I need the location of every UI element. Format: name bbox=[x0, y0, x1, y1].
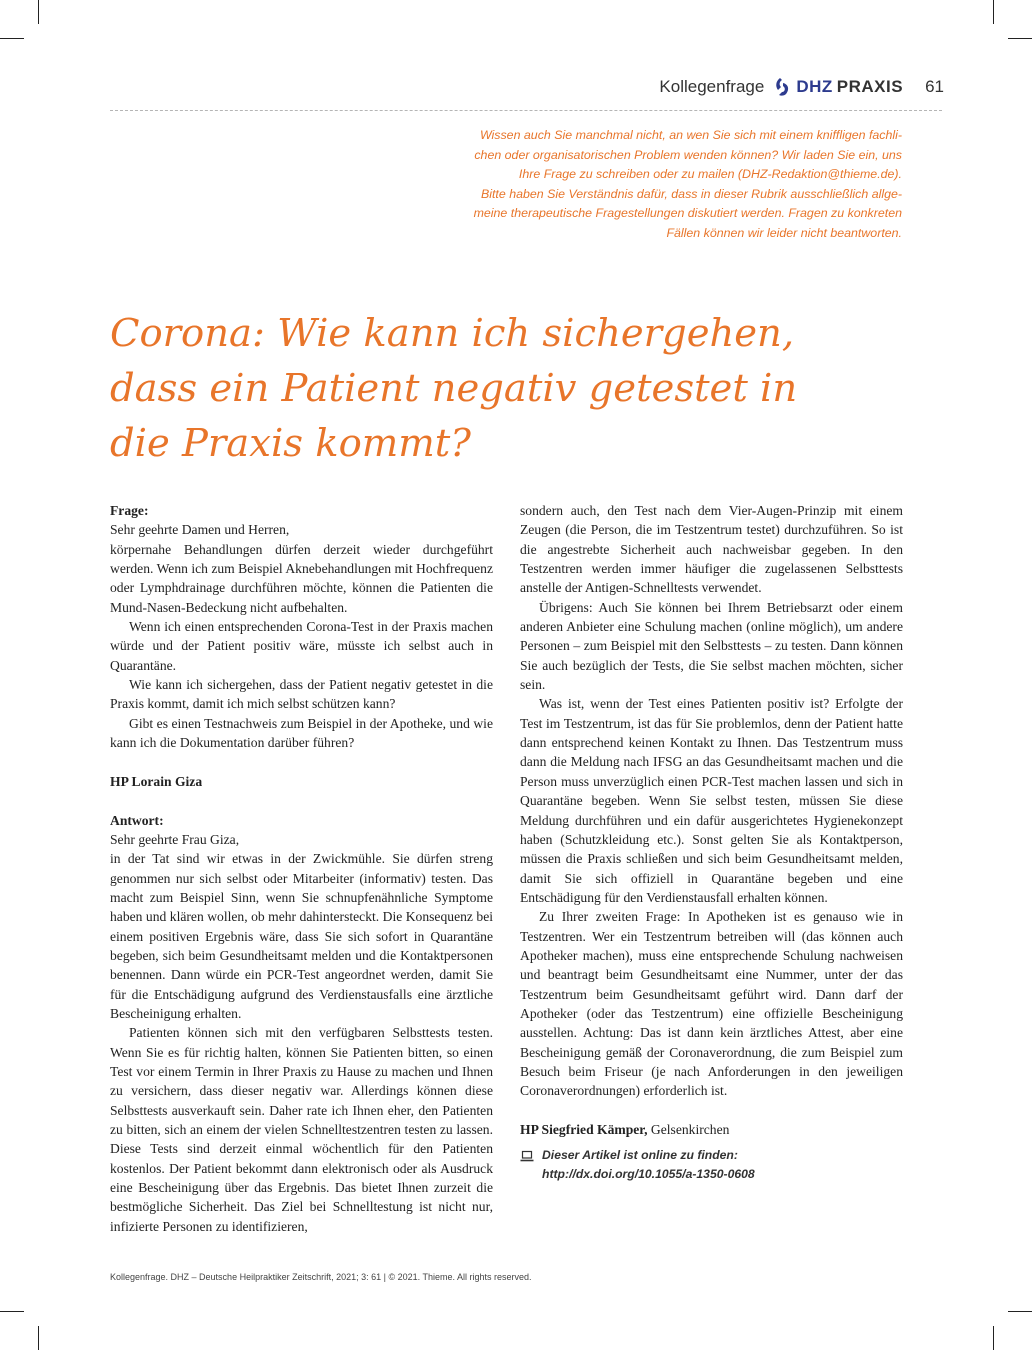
header-rule bbox=[110, 110, 942, 111]
spacer bbox=[110, 752, 493, 771]
answer-paragraph: in der Tat sind wir etwas in der Zwickmühle. Sie dürfen streng genommen nur sich selbst oder Mitarbeiter (informativ) testen. Das macht zum Beispiel Sinn, wenn Sie schnupfenähnliche Symptome haben und klären wollen, ob mehr dahintersteckt. Die Konsequenz bei einem positiven Ergebnis wäre, dass Sie sich sofort in Quarantäne begeben, sich beim Gesundheitsamt melden und die Kontaktpersonen benennen. Dann würde ein PCR-Test angeordnet werden, damit Sie für die Entschädigung aufgrund des Verdienstausfalls eine ärztliche Bescheinigung erhalten. bbox=[110, 851, 493, 1021]
answer-paragraph: Was ist, wenn der Test eines Patienten positiv ist? Erfolgte der Test im Testzentrum, ist das für Sie problemlos, denn der Patient hatte dann entsprechend keinen Kontakt zu Ihnen. Das Testzentrum muss dann die Meldung nach IFSG an das Gesundheitsamt machen und die Person muss unverzüglich einen PCR-Test machen lassen und sich in Quarantäne begeben. Wenn Sie selbst testen, müssen Sie diese Meldung durchführen und ein dafür ausgerichtetes Hygienekonzept haben (Schutzkleidung etc.). Sonst gelten Sie als Kontaktperson, müssen die Praxis schließen und sich beim Gesundheitsamt melden, damit Sie sich offiziell in Quarantäne begeben und eine Entschädigung für den Verdienstausfall erhalten können. bbox=[520, 696, 903, 905]
brand-praxis-text: PRAXIS bbox=[836, 77, 904, 96]
answer-label: Antwort: bbox=[110, 812, 164, 828]
brand-dhz-text: DHZ bbox=[796, 77, 833, 96]
headline-line: dass ein Patient negativ getestet in bbox=[110, 366, 798, 411]
answer-paragraph: sondern auch, den Test nach dem Vier-Augen-Prinzip mit einem Zeugen (die Person, die im Testzentrum testet) durchzuführen. So ist die angestrebte Sicherheit auch nachweisbar gegeben. In den Testzentren werden immer häufiger die zugelassenen Selbsttests anstelle der Antigen-Schnelltests verwendet. bbox=[520, 503, 903, 596]
answer-author bbox=[520, 1120, 903, 1139]
intro-line: Fällen können wir leider nicht beantworten. bbox=[666, 225, 902, 240]
dhz-logo-icon bbox=[774, 77, 792, 97]
answer-paragraph: Patienten können sich mit den verfügbaren Selbsttests testen. Wenn Sie es für richtig halten, können Sie Patienten bitten, so einen Test vor einem Termin in Ihrer Praxis zu Hause zu machen und Ihnen zu versichern, dass dieser negativ war. Allerdings können diese Selbsttests ausverkauft sein. Daher rate ich Ihnen eher, den Patienten zu bitten, sich an einem der vielen Schnelltestzentren testen zu lassen. Diese Tests sind derzeit einmal wöchentlich für den Patienten kostenlos. Der Patient bekommt dann elektronisch oder als Ausdruck eine Bescheinigung über das Ergebnis. Das bietet Ihnen zurzeit die bestmögliche Sicherheit. Das Ziel bei Schnelltestung ist nicht nur, infizierte Personen zu identifizieren, bbox=[110, 1025, 493, 1234]
laptop-icon bbox=[520, 1150, 534, 1162]
crop-mark bbox=[38, 1326, 39, 1350]
headline-line: die Praxis kommt? bbox=[110, 421, 471, 466]
answer-author-city: Gelsenkirchen bbox=[647, 1122, 730, 1137]
crop-mark bbox=[38, 0, 39, 24]
online-doi-link[interactable]: http://dx.doi.org/10.1055/a-1350-0608 bbox=[542, 1167, 755, 1182]
crop-mark bbox=[993, 1326, 994, 1350]
crop-mark bbox=[0, 1311, 24, 1312]
page-number: 61 bbox=[925, 77, 944, 96]
answer-salutation: Sehr geehrte Frau Giza, bbox=[110, 831, 240, 847]
spacer bbox=[110, 791, 493, 810]
section-name: Kollegenfrage bbox=[659, 77, 765, 96]
intro-line: chen oder organisatorischen Problem wenden können? Wir laden Sie ein, uns bbox=[474, 147, 902, 162]
crop-mark bbox=[993, 0, 994, 24]
intro-line: Bitte haben Sie Verständnis dafür, dass in dieser Rubrik ausschließlich allge- bbox=[480, 186, 902, 201]
answer-paragraph: Übrigens: Auch Sie können bei Ihrem Betriebsarzt oder einem anderen Anbieter eine Schulung machen (online möglich), um andere Personen – zum Beispiel mit den Selbsttests – zu testen. Dann können Sie auch bezüglich der Tests, die Sie selbst machen möchten, sicher sein. bbox=[520, 599, 903, 693]
page-footer: Kollegenfrage. DHZ – Deutsche Heilpraktiker Zeitschrift, 2021; 3: 61 | © 2021. Thieme. All rights reserved. bbox=[110, 1272, 532, 1282]
intro-line: Ihre Frage zu schreiben oder zu mailen (DHZ-Redaktion@thieme.de). bbox=[518, 167, 902, 182]
intro-line: meine therapeutische Fragestellungen diskutiert werden. Fragen zu konkreten bbox=[473, 206, 902, 221]
crop-mark bbox=[1008, 38, 1032, 39]
question-paragraph: körpernahe Behandlungen dürfen derzeit wieder durchgeführt werden. Wenn ich zum Beispiel Aknebehandlungen mit Hochfrequenz oder Lymphdrainage durchführen möchte, können die Patienten die Mund-Nasen-Bedeckung nicht aufbehalten. bbox=[110, 541, 493, 615]
crop-mark bbox=[1008, 1311, 1032, 1312]
article-headline bbox=[110, 306, 930, 471]
question-label: Frage: bbox=[110, 503, 149, 518]
left-column bbox=[110, 501, 493, 1236]
question-paragraph: Gibt es einen Testnachweis zum Beispiel in der Apotheke, und wie kann ich die Dokumentation darüber führen? bbox=[110, 715, 493, 751]
online-text bbox=[542, 1146, 755, 1184]
question-author: HP Lorain Giza bbox=[110, 773, 203, 789]
crop-mark bbox=[0, 38, 24, 39]
dhz-praxis-logo bbox=[774, 77, 903, 97]
online-note bbox=[520, 1146, 903, 1184]
online-label: Dieser Artikel ist online zu finden: bbox=[542, 1148, 738, 1163]
answer-author-name: HP Siegfried Kämper, bbox=[520, 1122, 648, 1137]
intro-blurb bbox=[462, 126, 902, 244]
answer-paragraph: Zu Ihrer zweiten Frage: In Apotheken ist es genauso wie in Testzentren. Wer ein Testzentrum betreiben will (das können auch Apotheker machen), muss eine entsprechende Schulung nachweisen und beantragt beim Gesundheitsamt eine Nummer, unter der das Testzentrum beim Gesundheitsamt geführt wird. Dann darf der Apotheker (oder das Testzentrum) eine offizielle Bescheinigung ausstellen. Achtung: Das ist dann kein ärztliches Attest, aber eine Bescheinigung gemäß der Coronaverordnung, die zum Beispiel zum Besuch beim Friseur (je nach Anforderungen in den jeweiligen Coronaverordnungen) erforderlich ist. bbox=[520, 909, 903, 1099]
intro-line: Wissen auch Sie manchmal nicht, an wen Sie sich mit einem kniffligen fachli- bbox=[479, 128, 902, 142]
question-paragraph: Wenn ich einen entsprechenden Corona-Test in der Praxis machen würde und der Patient positiv wäre, müsste ich selbst auch in Quarantäne. bbox=[110, 619, 493, 673]
question-paragraph: Wie kann ich sichergehen, dass der Patient negativ getestet in die Praxis kommt, damit ich mich selbst schützen kann? bbox=[110, 677, 493, 712]
question-salutation: Sehr geehrte Damen und Herren, bbox=[110, 522, 290, 538]
headline-line: Corona: Wie kann ich sichergehen, bbox=[110, 311, 795, 356]
spacer bbox=[520, 1101, 903, 1120]
running-header bbox=[659, 74, 944, 100]
right-column bbox=[520, 501, 903, 1184]
